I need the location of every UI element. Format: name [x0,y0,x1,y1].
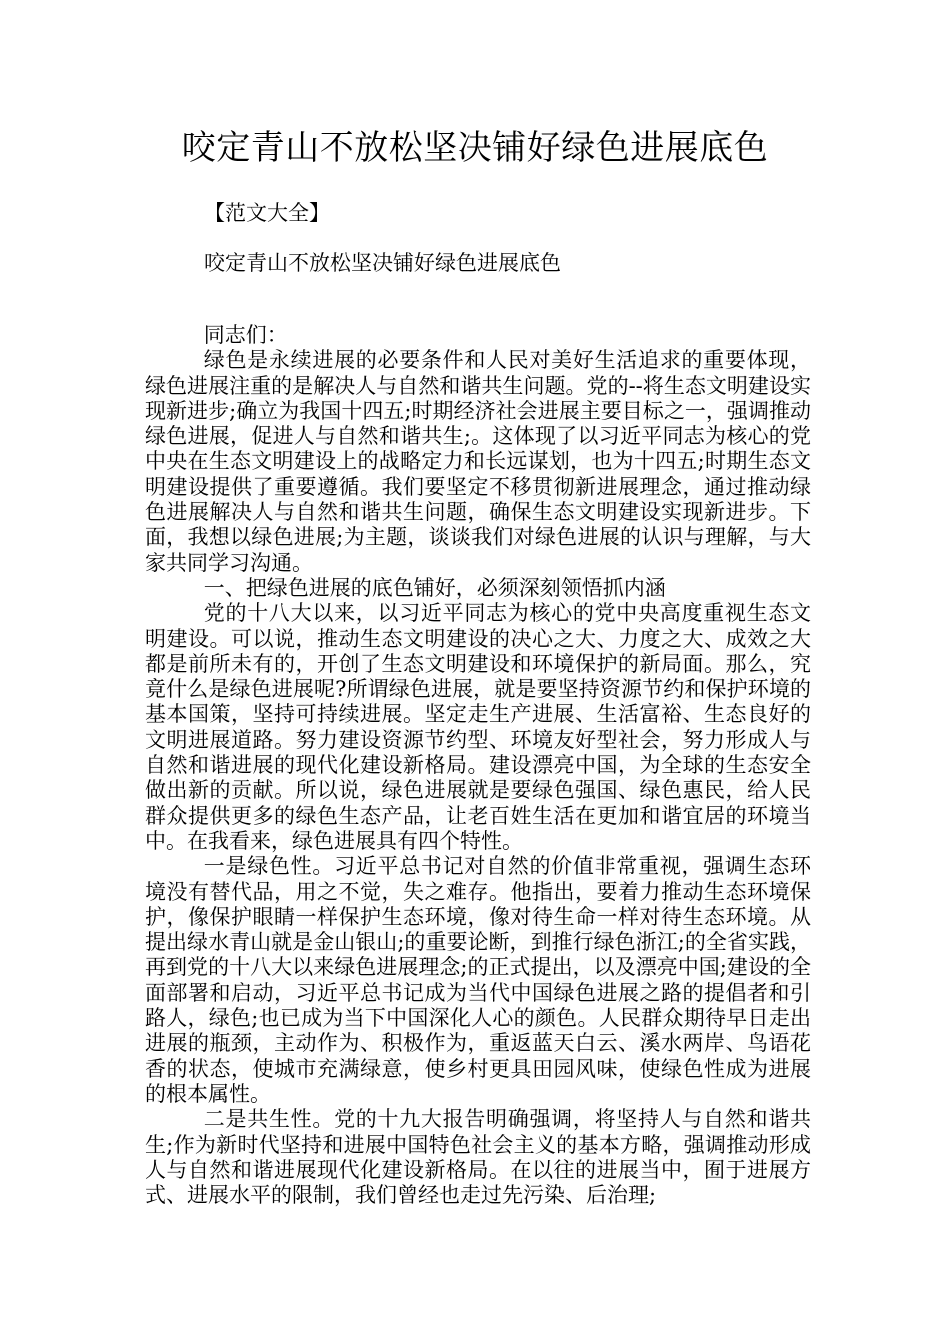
section-heading: 一、把绿色进展的底色铺好，必须深刻领悟抓内涵 [203,575,666,600]
salutation: 同志们： [203,323,288,347]
document-title: 咬定青山不放松坚决铺好绿色进展底色 [181,128,769,168]
category-tag: 【范文大全】 [204,201,330,225]
body-paragraph: 党的十八大以来，以习近平同志为核心的党中央高度重视生态文明建设。可以说，推动生态文明建设的决心之大、力度之大、成效之大都是前所未有的，开创了生态文明建设和环境保护的新局面。那么，究竟什么是绿色进展呢?所谓绿色进展，就是要坚持资源节约和保护环境的基本国策，坚持可持续进展。坚定走生产进展、生活富裕、生态良好的文明进展道路。努力建设资源节约型、环境友好型社会，努力形成人与自然和谐进展的现代化建设新格局。建设漂亮中国，为全球的生态安全做出新的贡献。所以说，绿色进展就是要绿色强国、绿色惠民，给人民群众提供更多的绿色生态产品，让老百姓生活在更加和谐宜居的环境当中。在我看来，绿色进展具有四个特性。 [145,601,811,853]
body-paragraph: 一是绿色性。习近平总书记对自然的价值非常重视，强调生态环境没有替代品，用之不觉，失之难存。他指出，要着力推动生态环境保护，像保护眼睛一样保护生态环境，像对待生命一样对待生态环境。从提出绿水青山就是金山银山;的重要论断，到推行绿色浙江;的全省实践，再到党的十八大以来绿色进展理念;的正式提出，以及漂亮中国;建设的全面部署和启动，习近平总书记成为当代中国绿色进展之路的提倡者和引路人，绿色;也已成为当下中国深化人心的颜色。人民群众期待早日走出进展的瓶颈，主动作为、积极作为，重返蓝天白云、溪水两岸、鸟语花香的状态，使城市充满绿意，使乡村更具田园风味，使绿色性成为进展的根本属性。 [145,854,811,1106]
body-paragraph: 绿色是永续进展的必要条件和人民对美好生活追求的重要体现，绿色进展注重的是解决人与自然和谐共生问题。党的--将生态文明建设实现新进步;确立为我国十四五;时期经济社会进展主要目标之一，强调推动绿色进展，促进人与自然和谐共生;。这体现了以习近平同志为核心的党中央在生态文明建设上的战略定力和长远谋划，也为十四五;时期生态文明建设提供了重要遵循。我们要坚定不移贯彻新进展理念，通过推动绿色进展解决人与自然和谐共生问题，确保生态文明建设实现新进步。下面，我想以绿色进展;为主题，谈谈我们对绿色进展的认识与理解，与大家共同学习沟通。 [145,348,811,575]
document-subtitle: 咬定青山不放松坚决铺好绿色进展底色 [204,251,561,275]
body-paragraph: 二是共生性。党的十九大报告明确强调，将坚持人与自然和谐共生;作为新时代坚持和进展中国特色社会主义的基本方略，强调推动形成人与自然和谐进展现代化建设新格局。在以往的进展当中，囿于进展方式、进展水平的限制，我们曾经也走过先污染、后治理; [145,1107,811,1208]
document-body [145,323,811,1208]
